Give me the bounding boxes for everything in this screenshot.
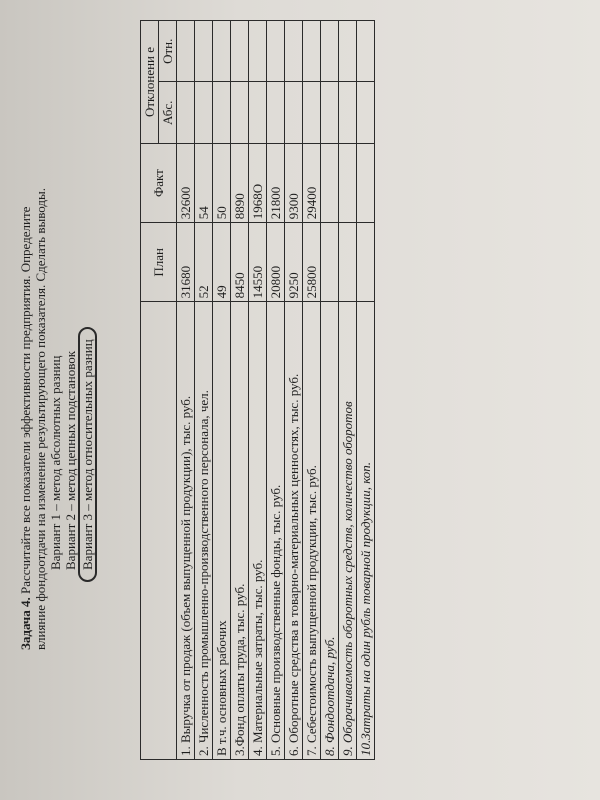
plan-cell: 25800 [303, 223, 321, 302]
task-title: Задача 4. [18, 597, 33, 650]
indicators-table [140, 20, 375, 760]
plan-cell: 49 [213, 223, 231, 302]
variant-3-circled: Вариант 3 – метод относительных разниц [78, 327, 97, 582]
plan-cell [357, 223, 375, 302]
rel-deviation-cell [213, 21, 231, 83]
plan-cell: 20800 [267, 223, 285, 302]
indicator-cell: 5. Основные производственные фонды, тыс. руб. [267, 302, 285, 760]
indicator-cell: 1. Выручка от продаж (объем выпущенной продукции), тыс. руб. [177, 302, 195, 760]
rel-deviation-cell [177, 21, 195, 83]
abs-deviation-cell [231, 82, 249, 143]
table-row [249, 21, 267, 760]
rel-deviation-cell [303, 21, 321, 83]
rel-deviation-cell [231, 21, 249, 83]
fact-cell: 1968О [249, 143, 267, 222]
fact-cell: 32600 [177, 143, 195, 222]
indicator-cell: 6. Оборотные средства в товарно-материальных ценностях, тыс. руб. [285, 302, 303, 760]
rel-deviation-cell [321, 21, 339, 83]
indicator-cell: 7. Себестоимость выпущенной продукции, тыс. руб. [303, 302, 321, 760]
indicator-cell: В т.ч. основных рабочих [213, 302, 231, 760]
table-row [303, 21, 321, 760]
fact-cell: 8890 [231, 143, 249, 222]
fact-cell: 50 [213, 143, 231, 222]
fact-cell [339, 143, 357, 222]
table-row [213, 21, 231, 760]
header-plan: План [141, 223, 177, 302]
task-text-line2: влияние фондоотдачи на изменение результирующего показателя. Сделать выводы. [33, 188, 48, 650]
table-row [231, 21, 249, 760]
rel-deviation-cell [285, 21, 303, 83]
indicator-cell: 3.Фонд оплаты труда, тыс. руб. [231, 302, 249, 760]
abs-deviation-cell [267, 82, 285, 143]
fact-cell: 54 [195, 143, 213, 222]
header-abs: Абс. [159, 82, 177, 143]
table-row [285, 21, 303, 760]
variant-1: Вариант 1 – метод абсолютных разниц [48, 355, 63, 570]
table-row [267, 21, 285, 760]
plan-cell: 52 [195, 223, 213, 302]
table-row [357, 21, 375, 760]
abs-deviation-cell [213, 82, 231, 143]
fact-cell [357, 143, 375, 222]
rel-deviation-cell [357, 21, 375, 83]
table-header-row [141, 21, 159, 760]
header-indicator [141, 302, 177, 760]
abs-deviation-cell [339, 82, 357, 143]
plan-cell: 14550 [249, 223, 267, 302]
plan-cell: 8450 [231, 223, 249, 302]
rel-deviation-cell [339, 21, 357, 83]
fact-cell [321, 143, 339, 222]
abs-deviation-cell [357, 82, 375, 143]
plan-cell: 9250 [285, 223, 303, 302]
indicator-cell: 10.Затраты на один рубль товарной продукции, коп. [357, 302, 375, 760]
abs-deviation-cell [321, 82, 339, 143]
fact-cell: 9300 [285, 143, 303, 222]
table-row [321, 21, 339, 760]
abs-deviation-cell [303, 82, 321, 143]
indicator-cell: 8. Фондоотдача, руб. [321, 302, 339, 760]
plan-cell [339, 223, 357, 302]
plan-cell [321, 223, 339, 302]
variant-2: Вариант 2 – метод цепных подстановок [63, 350, 78, 570]
task-heading-line [18, 30, 33, 650]
variant-3-line [78, 30, 97, 650]
abs-deviation-cell [177, 82, 195, 143]
abs-deviation-cell [285, 82, 303, 143]
fact-cell: 29400 [303, 143, 321, 222]
task-statement [18, 30, 97, 650]
table-row [339, 21, 357, 760]
table-row [177, 21, 195, 760]
fact-cell: 21800 [267, 143, 285, 222]
rel-deviation-cell [267, 21, 285, 83]
indicator-cell: 2. Численность промышленно-производственного персонала, чел. [195, 302, 213, 760]
plan-cell: 31680 [177, 223, 195, 302]
abs-deviation-cell [249, 82, 267, 143]
table-row [195, 21, 213, 760]
indicator-cell: 9. Оборачиваемость оборотных средств, количество оборотов [339, 302, 357, 760]
rel-deviation-cell [195, 21, 213, 83]
header-rel: Отн. [159, 21, 177, 83]
header-deviation: Отклонени е [141, 21, 159, 144]
abs-deviation-cell [195, 82, 213, 143]
task-text-line1: Рассчитайте все показатели эффективности предприятия. Определите [18, 206, 33, 594]
rel-deviation-cell [249, 21, 267, 83]
header-fact: Факт [141, 143, 177, 222]
indicator-cell: 4. Материальные затраты, тыс. руб. [249, 302, 267, 760]
